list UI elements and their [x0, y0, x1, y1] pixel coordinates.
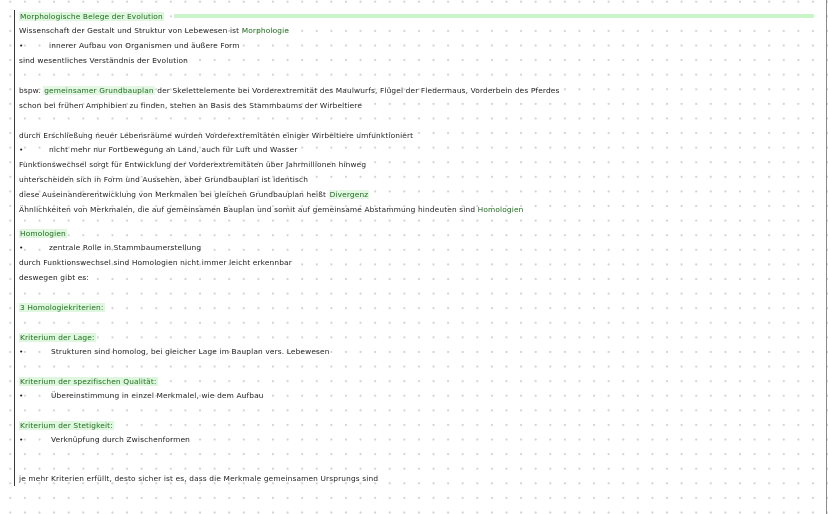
section-heading-lage [19, 333, 96, 343]
bullet-icon: • [19, 347, 24, 356]
text: schon bei frühen Amphibien zu finden, stehen an Basis des Stammbaums der Wirbeltiere [19, 101, 363, 110]
text: zentrale Rolle in Stammbaumerstellung [49, 243, 202, 252]
bullet-item [19, 347, 330, 357]
text-line [19, 56, 188, 66]
text-line [19, 190, 369, 200]
text: innerer Aufbau von Organismen und äußere Form [49, 41, 240, 50]
bullet-item [19, 243, 201, 253]
heading-text: Kriterium der spezifischen Qualität: [20, 377, 157, 386]
text: Strukturen sind homolog, bei gleicher Lage im Bauplan vers. Lebewesen [51, 347, 330, 356]
bullet-icon: • [19, 435, 24, 444]
text: diese Auseinanderentwicklung von Merkmalen bei gleichen Grundbauplan heißt [19, 190, 329, 199]
page-title [19, 12, 164, 22]
text: Funktionswechsel sorgt für Entwicklung der Vorderextremitäten über Jahrmillionen hinweg [19, 160, 367, 169]
bullet-item [19, 145, 298, 155]
text: sind wesentliches Verständnis der Evolution [19, 56, 188, 65]
term-divergenz: Divergenz [329, 190, 369, 199]
text: Ähnlichkeiten von Merkmalen, die auf gemeinsamen Bauplan und somit auf gemeinsame Abstammung hindeuten sind [19, 205, 478, 214]
text: Wissenschaft der Gestalt und Struktur von Lebewesen ist [19, 26, 242, 35]
section-heading-stetigkeit [19, 421, 114, 431]
heading-text: Homologien [20, 229, 66, 238]
text-line [19, 175, 308, 185]
text-line [19, 258, 292, 268]
text-line [19, 273, 89, 283]
text: der Skelettelemente bei Vorderextremität des Maulwurfs, Flügel der Fledermaus, Vorderbein des Pferdes [154, 86, 560, 95]
heading-text: Kriterium der Stetigkeit: [20, 421, 113, 430]
term-morphologie: Morphologie [241, 26, 290, 35]
text-line [19, 205, 524, 215]
bullet-icon: • [19, 243, 24, 252]
text: Verknüpfung durch Zwischenformen [51, 435, 191, 444]
bullet-item [19, 41, 240, 51]
text: je mehr Kriterien erfüllt, desto sicher ist es, dass die Merkmale gemeinsamen Ursprungs sind [19, 474, 379, 483]
bullet-icon: • [19, 391, 24, 400]
bullet-item [19, 391, 264, 401]
bullet-item [19, 435, 190, 445]
section-heading-homologien [19, 229, 67, 239]
heading-text: 3 Homologiekriterien: [20, 303, 104, 312]
title-text: Morphologische Belege der Evolution [20, 12, 163, 21]
text: nicht mehr nur Fortbewegung an Land, auch für Luft und Wasser [49, 145, 298, 154]
text: bspw. [19, 86, 44, 95]
text-line [19, 101, 362, 111]
term-grundbauplan: gemeinsamer Grundbauplan [44, 86, 154, 95]
section-heading-kriterien [19, 303, 105, 313]
text-line [19, 160, 366, 170]
bullet-icon: • [19, 145, 24, 154]
text-line [19, 26, 289, 36]
term-homologien: Homologien [477, 205, 524, 214]
text: unterscheiden sich in Form und Aussehen, aber Grundbauplan ist identisch [19, 175, 309, 184]
section-heading-qualitaet [19, 377, 158, 387]
heading-text: Kriterium der Lage: [20, 333, 95, 342]
bullet-icon: • [19, 41, 24, 50]
note-page[interactable] [14, 10, 827, 486]
text: durch Erschließung neuer Lebensräume wurden Vorderextremitäten einiger Wirbeltiere umfunktioniert [19, 131, 414, 140]
text: durch Funktionswechsel sind Homologien nicht immer leicht erkennbar [19, 258, 292, 267]
text-line [19, 474, 378, 484]
text: deswegen gibt es: [19, 273, 90, 282]
text-line [19, 131, 413, 141]
text-line [19, 86, 560, 96]
text: Übereinstimmung in einzel Merkmalel, wie dem Aufbau [51, 391, 264, 400]
